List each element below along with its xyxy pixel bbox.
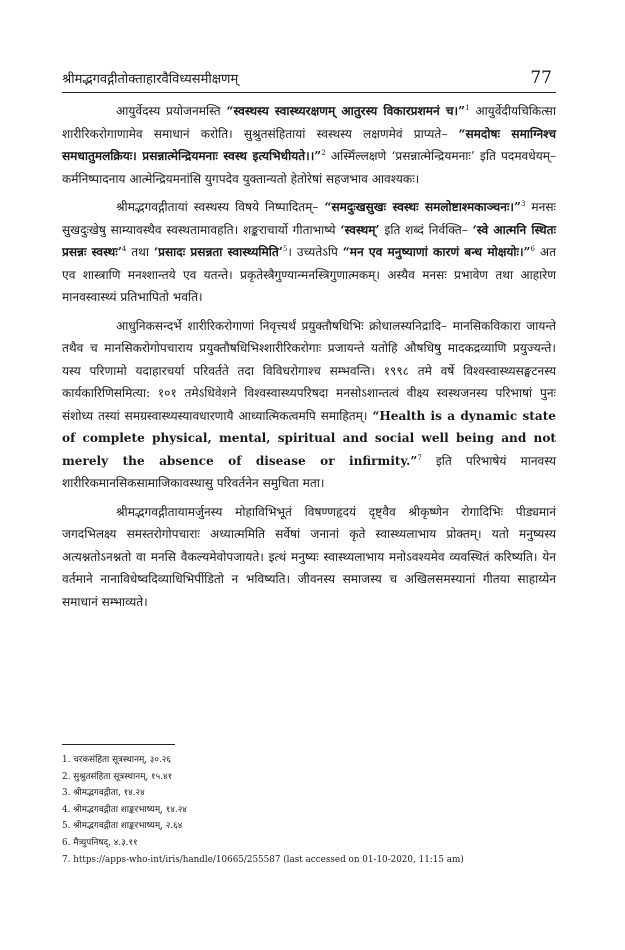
quote: ‘स्वस्थम्’ [340,222,380,237]
running-header [62,68,552,88]
text: श्रीमद्भगवद्गीतायां स्वस्थस्य विषये निष्पादितम्– [116,200,325,214]
text: श्रीमद्भगवद्गीतायामर्जुनस्य मोहाविभिभूतं विषण्णहृदयं दृष्ट्वैव श्रीकृष्णेन रोगादिभिः पीड्यमानं जगदभिलक्ष्य समस्तरोगोपचाराः अध्यात्ममिति सर्वेषां जनानां कृते स्वास्थ्यलाभाय प्रोक्तम्। यतो मनुष्यस्य अत्यश्नतोऽनश्नतो वा मनसि वैकल्यमेवोपजायते। इत्थं मनुष्यः स्वास्थ्यलाभाय मनोऽवश्यमेव व्यवस्थितं करिष्यति। येन वर्तमाने नानाविधेष्वदिव्याधिभिर्पीडितो न भविष्यति। जीवनस्य समाजस्य च अखिलसमस्यानां गीतया साहाय्येन समाधानं सम्भाव्यते। [62,504,556,609]
main-text [62,100,556,619]
footnote-ref[interactable]: 5 [282,244,288,253]
footnote-ref[interactable]: 1 [465,103,470,112]
footnote-ref[interactable]: 2 [321,148,326,157]
paragraph-4 [62,501,556,614]
quote: “मन एव मनुष्याणां कारणं बन्ध मोक्षयोः।” [342,245,531,259]
running-title: श्रीमद्भगवद्गीतोक्ताहारवैविध्यसमीक्षणम् [62,72,239,87]
footnote: 5. श्रीमद्भगवद्गीता शाङ्करभाष्यम्, २.६४ [62,821,183,832]
footnote-ref[interactable]: 7 [417,453,422,462]
quote: “समदोषः समाग्निश्च समधातुमलक्रियः। प्रसन्नात्मेन्द्रियमनाः स्वस्थ इत्यभिधीयते।।” [62,126,556,163]
paragraph-3 [62,315,556,495]
footnote: 2. सुश्रुतसंहिता सूत्रस्थानम्, १५.४१ [62,771,173,782]
text: आयुर्वेदीयचिकित्सा शारीरिकरोगाणामेव समाधानं करोति। सुश्रुतसंहितायां स्वस्थस्य लक्षणमेवं प्राप्यते– [62,104,556,141]
footnote: 6. मैत्र्युपनिषद्, ४.३.११ [62,837,138,848]
footnote: 1. चरकसंहिता सूत्रस्थानम्, ३०.२६ [62,755,171,765]
footnote: 3. श्रीमद्भगवद्गीता, १४.२४ [62,788,145,799]
text: इति शब्दं निर्वक्ति– [379,222,473,237]
footnote-rule [62,744,175,745]
paragraph-1 [62,100,556,190]
text: आधुनिकसन्दर्भे शारीरिकरोगाणां निवृत्त्यर्थं प्रयुक्तौषधिभिः क्रोधालस्यनिद्रादि– मानसिकविकारा जायन्ते तथैव च मानसिकरोगोपचाराय प्रयुक्तौषधिभिश्शारीरिकरोगाः प्रजायन्ते यतोहि औषधिषु मादकद्रव्याणि प्रयुज्यन्ते। यस्य परिणामो यदाहारचर्या परिवर्तते तदा विविधरोगाश्च सम्भवन्ति। १९९८ तमे वर्षे विश्वस्वास्थ्यसङ्घटनस्य कार्यकारिणिसमित्या: १०१ तमेऽधिवेशने विश्वस्वास्थ्यपरिषदा मनसोऽशान्तत्वं वीक्ष्य स्वस्थजनस्य परिभाषां पुनः संशोध्य तस्यां समग्रस्वास्थ्यस्यावधारणायै आध्यात्मिकत्वमपि समाहितम्। [62,318,556,423]
footnote-ref[interactable]: 6 [530,244,535,253]
footnote: 4. श्रीमद्भगवद्गीता शाङ्करभाष्यम्, १४.२४ [62,804,187,815]
text: इति परिभाषेयं मानवस्य शारीरिकमानसिकसामाजिकावस्थासु परिवर्तनेन समुचिता मता। [62,453,556,490]
text: अस्मिँल्लक्षणे ‘प्रसन्नात्मेन्द्रियमनाः’ इति पदमवधेयम्– कर्मनिष्पादनाय आत्मेन्द्रियमनांसि युगपदेव युक्तान्यतो हेतोरेषां सहजभाव आवश्यकः। [62,149,557,186]
quote: ‘प्रसादः प्रसन्नता स्वास्थ्यमिति’ [153,245,283,259]
header-rule [62,92,556,93]
text: मनसः सुखदुःखेषु साम्यावस्थैव स्वस्थतामावहति। शङ्कराचार्यो गीताभाष्ये [62,200,556,237]
footnote-link[interactable]: 7. https://apps-who-int/iris/handle/10665/255587 (last accessed on 01-10-2020, 11:15 am) [62,854,464,865]
text: आयुर्वेदस्य प्रयोजनमस्ति [116,104,227,118]
text: तथा [126,245,154,259]
quote: ‘स्वे आत्मनि स्थितः प्रसन्नः स्वस्थः’ [62,222,556,259]
footnote-ref[interactable]: 4 [121,244,127,253]
quote: “स्वस्थस्य स्वास्थ्यरक्षणम् आतुरस्य विकारप्रशमनं च।” [226,104,466,118]
quote: “Health is a dynamic state of complete physical, mental, spiritual and social well being and not merely the absence of disease or infirmity.” [62,408,556,468]
text: अत एव शास्त्राणि मनश्शान्तये एव यतन्ते। प्रकृतेस्त्रैगुण्यान्मनस्त्रिगुणात्मकम्। अस्यैव मनसः प्रभावेण तथा आहारेण मानवस्वास्थ्यं प्रतिभापितो भवति। [62,245,557,304]
paragraph-2 [62,196,556,309]
quote: “समदुःखसुखः स्वस्थः समलोष्टाश्मकाञ्चनः।” [324,200,521,214]
footnotes [62,752,562,868]
text: । उच्यतेऽपि [287,245,343,259]
page-number: 77 [530,68,552,88]
footnote-ref[interactable]: 3 [520,199,526,208]
